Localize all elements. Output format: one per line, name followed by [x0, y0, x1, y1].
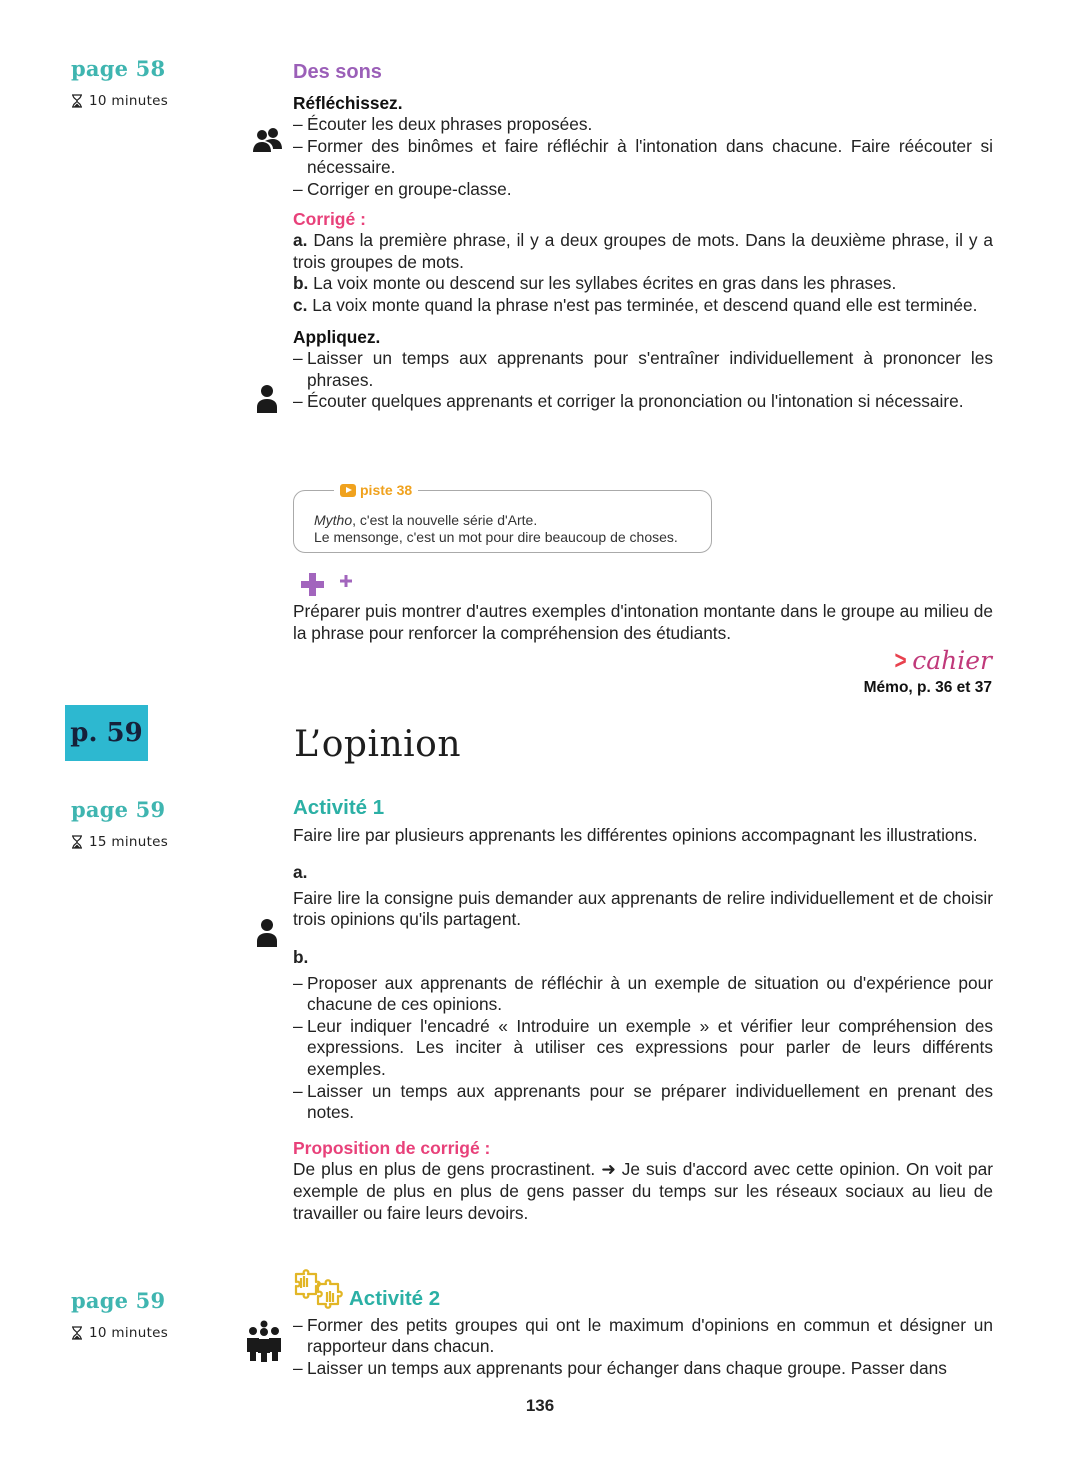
section-des-sons	[293, 62, 993, 413]
hourglass-icon	[71, 835, 83, 849]
hourglass-icon	[71, 1326, 83, 1340]
list-item: – Former des binômes et faire réfléchir à l'intonation dans chacune. Faire réécouter si nécessaire.	[293, 136, 993, 179]
proposition-part: De plus en plus de gens procrastinent.	[293, 1159, 596, 1180]
audio-transcript-box	[293, 482, 712, 553]
plus-large-icon	[300, 572, 325, 597]
part-a-text: Faire lire la consigne puis demander aux apprenants de relire individuellement et de choisir trois opinions qu'ils partagent.	[293, 887, 993, 930]
list-item: – Laisser un temps aux apprenants pour se préparer individuellement en prenant des notes.	[293, 1081, 993, 1124]
section-title: Des sons	[293, 61, 382, 83]
activity-2-list	[293, 1315, 993, 1380]
item-letter: c.	[293, 294, 308, 315]
duration-a1	[71, 834, 168, 850]
page-ref-58: page 58	[71, 56, 166, 81]
item-letter: a.	[293, 230, 308, 251]
corrige-item-a	[293, 230, 993, 273]
item-letter: b.	[293, 273, 309, 294]
corrige-heading: Corrigé :	[293, 208, 366, 229]
proposition-part: Je suis d'accord avec cette opinion. On voit par exemple de plus en plus de gens passer du temps sur les réseaux sociaux au lieu de travailler ou faire leurs devoirs.	[293, 1159, 993, 1223]
audio-transcript	[314, 512, 678, 545]
duration-text: 10 minutes	[89, 1325, 169, 1341]
appliquez-list	[293, 348, 993, 413]
activity-intro: Faire lire par plusieurs apprenants les différentes opinions accompagnant les illustrations.	[293, 824, 978, 845]
page-number: 136	[525, 1396, 555, 1415]
chevron-right-icon: >	[894, 645, 907, 675]
plus-small-icon	[340, 575, 352, 587]
list-item: – Écouter quelques apprenants et corriger la prononciation ou l'intonation si nécessaire.	[293, 391, 993, 413]
item-text: La voix monte ou descend sur les syllabes écrites en gras dans les phrases.	[313, 273, 897, 294]
list-item: – Écouter les deux phrases proposées.	[293, 114, 993, 136]
track-name: piste 38	[360, 482, 413, 498]
hourglass-icon	[71, 94, 83, 108]
activity-title: Activité 2	[349, 1287, 441, 1310]
list-item: – Former des petits groupes qui ont le maximum d'opinions en commun et désigner un rapporteur dans chacun.	[293, 1315, 993, 1358]
lesson-page-badge: p. 59	[65, 705, 148, 761]
group-work-icon	[247, 1320, 281, 1362]
duration-text: 15 minutes	[89, 834, 169, 850]
lesson-title: L’opinion	[294, 724, 462, 765]
reflechissez-heading: Réfléchissez.	[293, 92, 403, 113]
duration-a2	[71, 1325, 168, 1341]
individual-work-icon	[256, 384, 278, 414]
appliquez-heading: Appliquez.	[293, 326, 381, 347]
item-text: La voix monte quand la phrase n'est pas terminée, et descend quand elle est terminée.	[312, 294, 978, 315]
memo-reference: Mémo, p. 36 et 37	[863, 679, 992, 696]
proposition-heading: Proposition de corrigé :	[293, 1137, 491, 1158]
part-b-list	[293, 973, 993, 1124]
corrige-item-b	[293, 273, 993, 295]
italic-title: Mytho	[314, 512, 353, 528]
duration-text: 10 minutes	[89, 93, 169, 109]
page-ref-59-a1: page 59	[71, 797, 166, 822]
arrow-right-icon: ➜	[601, 1159, 616, 1180]
page-ref-59-a2: page 59	[71, 1288, 166, 1313]
transcript-line: Le mensonge, c'est un mot pour dire beaucoup de choses.	[314, 528, 678, 545]
duration-58	[71, 93, 168, 109]
list-item: – Proposer aux apprenants de réfléchir à un exemple de situation ou d'expérience pour chacune de ces opinions.	[293, 973, 993, 1016]
cahier-reference	[864, 646, 992, 697]
play-icon[interactable]	[340, 484, 356, 497]
list-item: – Laisser un temps aux apprenants pour échanger dans chaque groupe. Passer dans	[293, 1358, 993, 1380]
activity-2	[293, 1288, 993, 1379]
extension-activity-text: Préparer puis montrer d'autres exemples d'intonation montante dans le groupe au milieu de la phrase pour renforcer la compréhension des étudiants.	[293, 601, 993, 643]
audio-track-label[interactable]	[334, 482, 418, 498]
part-a-letter: a.	[293, 862, 308, 883]
reflechissez-list	[293, 114, 993, 200]
list-item: – Leur indiquer l'encadré « Introduire un exemple » et vérifier leur compréhension des expressions. Les inciter à utiliser ces expressions pour parler de leurs différents exemples.	[293, 1016, 993, 1081]
proposition-text	[293, 1159, 993, 1224]
activity-title: Activité 1	[293, 796, 385, 819]
individual-work-icon	[256, 918, 278, 948]
item-text: Dans la première phrase, il y a deux groupes de mots. Dans la deuxième phrase, il y a trois groupes de mots.	[293, 230, 993, 272]
cahier-label: cahier	[912, 646, 992, 675]
pair-work-icon	[252, 127, 284, 153]
corrige-item-c	[293, 295, 993, 317]
list-item: – Corriger en groupe-classe.	[293, 179, 993, 201]
part-b-letter: b.	[293, 946, 309, 967]
activity-1	[293, 797, 993, 1224]
transcript-line: , c'est la nouvelle série d'Arte.	[352, 512, 538, 528]
list-item: – Laisser un temps aux apprenants pour s'entraîner individuellement à prononcer les phrases.	[293, 348, 993, 391]
